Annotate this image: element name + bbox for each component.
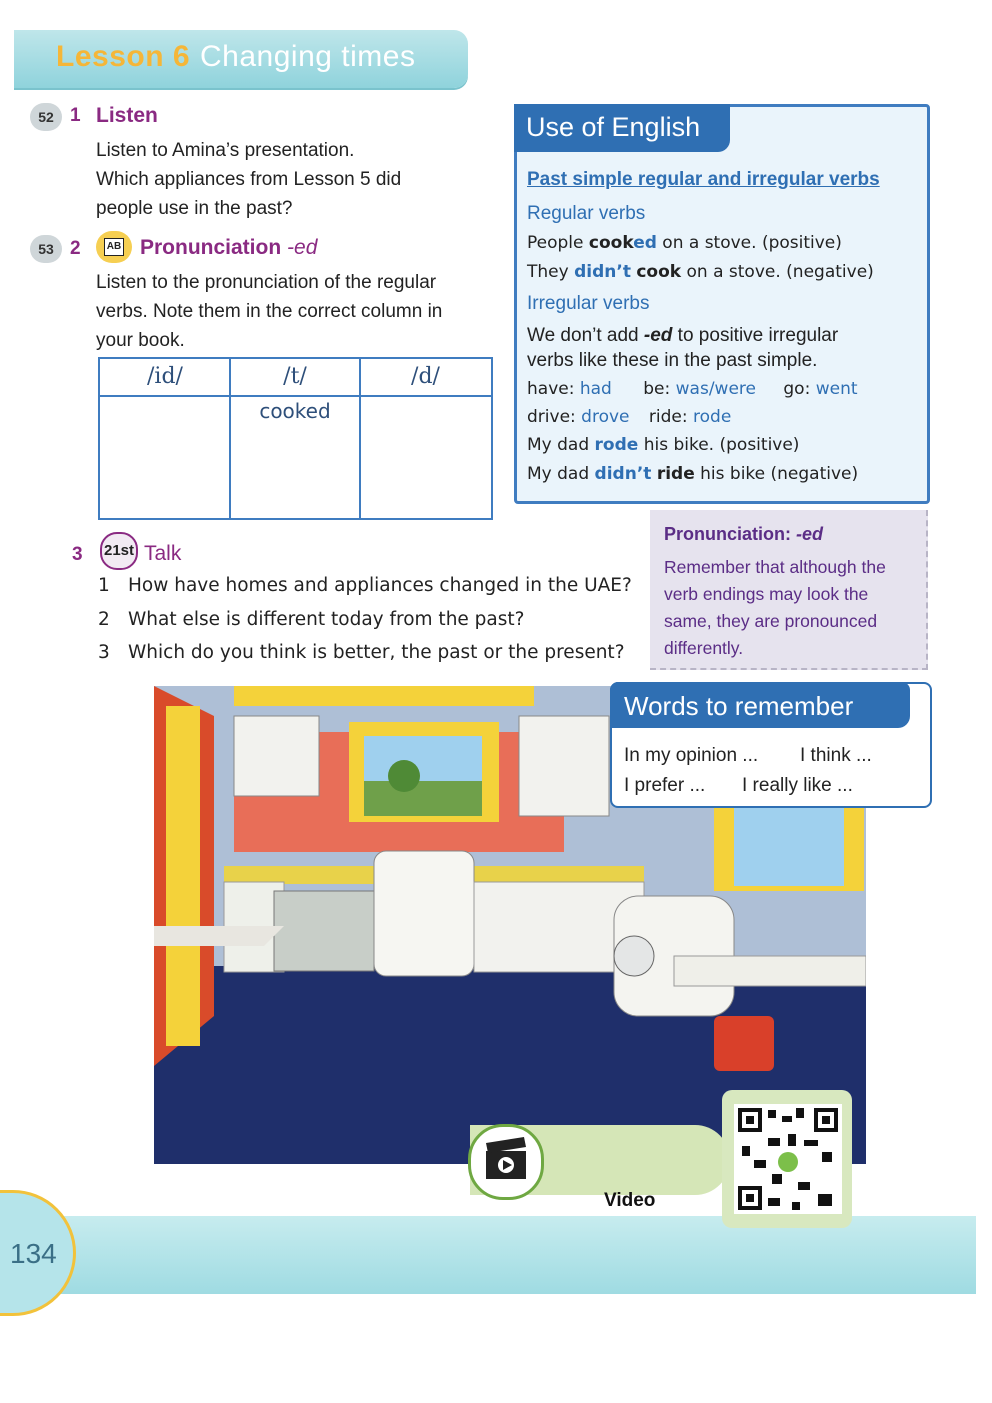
irregular-pairs-row2 — [527, 407, 731, 427]
t: ed — [633, 233, 657, 253]
t: cook — [588, 233, 634, 253]
exercise-heading-pronunciation — [140, 236, 317, 260]
qr-code-icon[interactable] — [722, 1090, 852, 1228]
ex2-line: verbs. Note them in the correct column in — [96, 301, 443, 322]
q-text: How have homes and appliances changed in the UAE? — [128, 575, 632, 596]
t: They — [527, 262, 575, 282]
exercise-number: 1 — [70, 105, 81, 126]
t: verbs like these in the past simple. — [527, 350, 818, 371]
ex2-line: Listen to the pronunciation of the regular — [96, 272, 437, 293]
phrase: I really like ... — [742, 775, 853, 796]
audio-track-53-icon[interactable]: 53 — [30, 235, 62, 263]
note-heading — [664, 524, 823, 545]
regular-example-negative — [527, 262, 874, 282]
grammar-title: Past simple regular and irregular verbs — [527, 169, 880, 190]
t: was/were — [675, 379, 756, 399]
t: My dad — [527, 435, 595, 455]
t: -ed — [796, 524, 823, 544]
clapper-drawing — [471, 1127, 541, 1197]
table-cell-cooked: cooked — [259, 399, 331, 423]
talk-question — [98, 609, 524, 630]
pronunciation-table — [98, 357, 493, 520]
irregular-pairs-row1 — [527, 379, 858, 399]
regular-verbs-label: Regular verbs — [527, 203, 646, 224]
phrase: I prefer ... — [624, 775, 706, 796]
irregular-note — [527, 323, 922, 373]
t: My dad — [527, 464, 595, 484]
t: didn’t — [574, 262, 631, 282]
exercise-heading-talk: Talk — [144, 542, 182, 565]
video-label: Video — [604, 1190, 656, 1211]
column-header-t: /t/ — [230, 359, 360, 397]
page-number: 134 — [10, 1238, 57, 1269]
t: had — [579, 379, 612, 399]
tab-label: Use of English — [526, 112, 701, 142]
phrase: In my opinion ... — [624, 745, 759, 766]
activity-book-icon — [96, 231, 132, 263]
ex1-line: Which appliances from Lesson 5 did — [96, 169, 402, 190]
t: rode — [693, 407, 732, 427]
table-divider — [359, 359, 361, 518]
heading-suffix: -ed — [287, 236, 318, 259]
audio-track-52-icon[interactable]: 52 — [30, 103, 62, 131]
q-num: 1 — [98, 575, 110, 596]
t: on a stove. (positive) — [656, 233, 842, 253]
ex2-line: your book. — [96, 330, 185, 351]
ex1-line: people use in the past? — [96, 198, 293, 219]
t: ride — [656, 464, 695, 484]
irregular-verbs-label: Irregular verbs — [527, 293, 650, 314]
ex1-line: Listen to Amina’s presentation. — [96, 140, 355, 161]
talk-question — [98, 642, 625, 663]
video-clapper-icon[interactable] — [468, 1124, 544, 1200]
t: rode — [594, 435, 639, 455]
q-num: 2 — [98, 609, 110, 630]
irregular-example-positive — [527, 435, 799, 455]
words-tab — [610, 682, 910, 728]
t: cook — [636, 262, 682, 282]
t: -ed — [643, 325, 673, 346]
q-num: 3 — [98, 642, 110, 663]
column-header-d: /d/ — [360, 359, 491, 397]
lesson-topic: Changing times — [200, 40, 416, 73]
pronunciation-note — [650, 510, 928, 670]
column-header-id: /id/ — [100, 359, 230, 397]
qr-code-panel — [722, 1090, 852, 1228]
t: drive: — [527, 407, 576, 427]
t: Pronunciation: — [664, 524, 796, 544]
t: to positive irregular — [672, 325, 839, 346]
use-of-english-box — [514, 104, 930, 504]
lesson-number: Lesson 6 — [56, 40, 191, 73]
t: drove — [581, 407, 630, 427]
table-divider — [229, 359, 231, 518]
t: on a stove. (negative) — [681, 262, 874, 282]
tab-label: Words to remember — [624, 691, 854, 721]
words-to-remember-box — [610, 682, 932, 808]
t: went — [815, 379, 858, 399]
t: ride: — [648, 407, 688, 427]
t: We don’t add — [527, 325, 644, 346]
lesson-title-banner — [14, 30, 468, 88]
ex2-instructions — [96, 268, 442, 355]
use-of-english-tab — [514, 104, 730, 152]
exercise-number: 3 — [72, 544, 83, 565]
21st-century-skills-icon: 21st — [100, 532, 138, 570]
t: go: — [783, 379, 811, 399]
regular-example-positive — [527, 233, 842, 253]
ab-label: AB — [104, 238, 124, 256]
heading-text: Pronunciation — [140, 236, 282, 259]
ex1-instructions — [96, 136, 401, 223]
t: be: — [643, 379, 671, 399]
exercise-number: 2 — [70, 238, 81, 259]
talk-question — [98, 575, 632, 596]
t: People — [527, 233, 589, 253]
t: have: — [527, 379, 575, 399]
exercise-heading-listen: Listen — [96, 104, 158, 127]
q-text: What else is different today from the past? — [128, 609, 525, 630]
q-text: Which do you think is better, the past or the present? — [128, 642, 625, 663]
irregular-example-negative — [527, 464, 858, 484]
note-text: Remember that although the verb endings may look the same, they are pronounced differently. — [664, 557, 886, 658]
t: didn’t — [594, 464, 652, 484]
t: his bike (negative) — [694, 464, 859, 484]
phrase: I think ... — [800, 745, 872, 766]
t: his bike. (positive) — [638, 435, 800, 455]
